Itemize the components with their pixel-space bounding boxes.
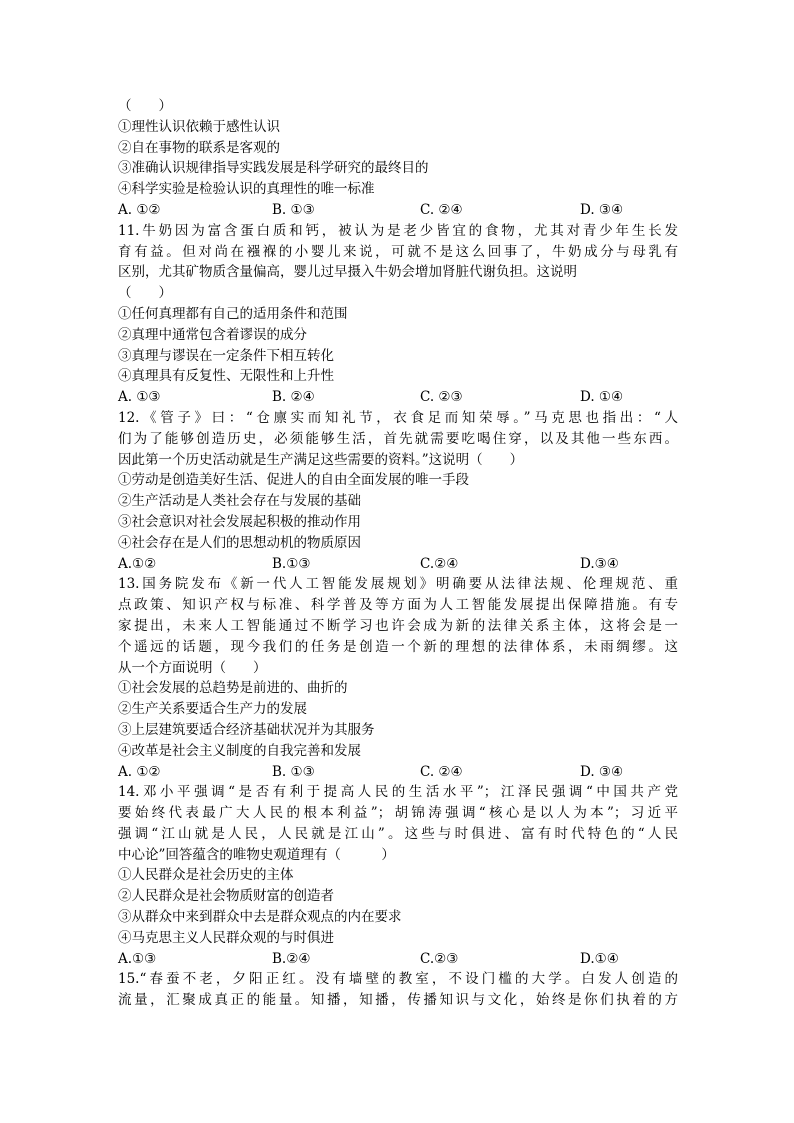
q12-item-1: ①劳动是创造美好生活、促进人的自由全面发展的唯一手段 (118, 472, 469, 489)
q14-options (118, 949, 678, 970)
q10-options (118, 200, 678, 221)
q13-stem-line-5: 从一个方面说明（ ） (118, 659, 267, 676)
q11-stem-line-4: （ ） (118, 285, 172, 302)
q12-options (118, 554, 678, 575)
q14-stem-line-3: 强调“江山就是人民，人民就是江山”。这些与时俱进、富有时代特色的“人民 (118, 825, 678, 842)
q13-item-4: ④改革是社会主义制度的自我完善和发展 (118, 742, 361, 759)
q10-paren: （ ） (118, 98, 172, 114)
q13-option-d: D. ③④ (580, 763, 624, 780)
q11-option-a: A. ①③ (118, 389, 161, 406)
q12-stem-line-2: 们为了能够创造历史，必须能够生活，首先就需要吃喝住穿，以及其他一些东西。 (118, 430, 678, 447)
q11-item-4: ④真理具有反复性、无限性和上升性 (118, 368, 334, 385)
q13-option-c: C. ②④ (420, 763, 463, 780)
q13-item-1: ①社会发展的总趋势是前进的、曲折的 (118, 680, 348, 697)
q13-item-3: ③上层建筑要适合经济基础状况并为其服务 (118, 721, 375, 738)
q14-option-c: C.②③ (420, 950, 459, 967)
q10-item-4: ④科学实验是检验认识的真理性的唯一标准 (118, 181, 375, 198)
q14-item-2: ②人民群众是社会物质财富的创造者 (118, 888, 334, 905)
q14-stem-line-1: 14.邓小平强调“是否有利于提高人民的生活水平”；江泽民强调“中国共产党 (118, 784, 678, 801)
q11-options (118, 387, 678, 408)
q11-item-2: ②真理中通常包含着谬误的成分 (118, 326, 307, 343)
q11-option-b: B. ②④ (272, 389, 315, 406)
q11-stem-line-1: 11.牛奶因为富含蛋白质和钙，被认为是老少皆宜的食物，尤其对青少年生长发 (118, 222, 678, 239)
q13-options (118, 762, 678, 783)
q15-stem-line-1: 15.“春蚕不老，夕阳正红。没有墙壁的教室，不设门槛的大学。白发人创造的 (118, 971, 678, 988)
q12-item-3: ③社会意识对社会发展起积极的推动作用 (118, 513, 361, 530)
q14-stem-line-4: 中心论”回答蕴含的唯物史观道理有（ ） (118, 846, 395, 863)
q12-option-b: B.①③ (272, 555, 311, 572)
q13-option-a: A. ①② (118, 763, 161, 780)
q11-item-3: ③真理与谬误在一定条件下相互转化 (118, 347, 334, 364)
q15-stem-line-2: 流量，汇聚成真正的能量。知播，知播，传播知识与文化，始终是你们执着的方 (118, 992, 678, 1009)
q14-item-1: ①人民群众是社会历史的主体 (118, 867, 294, 884)
q11-item-1: ①任何真理都有自己的适用条件和范围 (118, 305, 348, 322)
q10-item-2: ②自在事物的联系是客观的 (118, 139, 280, 156)
q14-option-b: B.②④ (272, 950, 311, 967)
q14-item-4: ④马克思主义人民群众观的与时俱进 (118, 929, 334, 946)
q10-option-a: A. ①② (118, 201, 161, 218)
q10-option-d: D. ③④ (580, 201, 624, 218)
q12-stem-line-1: 12.《管子》曰：“仓廪实而知礼节，衣食足而知荣辱。”马克思也指出：“人 (118, 409, 678, 426)
q12-item-2: ②生产活动是人类社会存在与发展的基础 (118, 493, 361, 510)
q12-item-4: ④社会存在是人们的思想动机的物质原因 (118, 534, 361, 551)
q11-stem-line-3: 区别，尤其矿物质含量偏高，婴儿过早摄入牛奶会增加肾脏代谢负担。这说明 (118, 264, 577, 281)
q10-option-b: B. ①③ (272, 201, 315, 218)
q10-item-3: ③准确认识规律指导实践发展是科学研究的最终目的 (118, 160, 429, 177)
q13-stem-line-3: 家提出，未来人工智能通过不断学习也许会成为新的法律关系主体，这将会是一 (118, 617, 678, 634)
q14-option-a: A.①③ (118, 950, 157, 967)
q10-item-1: ①理性认识依赖于感性认识 (118, 118, 280, 135)
q12-stem-line-3: 因此第一个历史活动就是生产满足这些需要的资料。”这说明（ ） (118, 451, 524, 468)
q14-stem-line-2: 要始终代表最广大人民的根本利益”；胡锦涛强调“核心是以人为本”；习近平 (118, 805, 678, 822)
q11-option-d: D. ①④ (580, 389, 624, 406)
q11-option-c: C. ②③ (420, 389, 463, 406)
q10-option-c: C. ②④ (420, 201, 463, 218)
q12-option-a: A.①② (118, 555, 157, 572)
q13-item-2: ②生产关系要适合生产力的发展 (118, 701, 307, 718)
q14-item-3: ③从群众中来到群众中去是群众观点的内在要求 (118, 909, 402, 926)
q11-stem-line-2: 育有益。但对尚在襁褓的小婴儿来说，可就不是这么回事了，牛奶成分与母乳有 (118, 243, 678, 260)
q12-option-c: C.②④ (420, 555, 459, 572)
q13-option-b: B. ①③ (272, 763, 315, 780)
q14-option-d: D.①④ (580, 950, 619, 967)
q13-stem-line-1: 13.国务院发布《新一代人工智能发展规划》明确要从法律法规、伦理规范、重 (118, 576, 678, 593)
q12-option-d: D.③④ (580, 555, 619, 572)
q13-stem-line-4: 个遥远的话题，现今我们的任务是创造一个新的理想的法律体系，未雨绸缪。这 (118, 638, 678, 655)
exam-page (118, 96, 678, 1011)
q13-stem-line-2: 点政策、知识产权与标准、科学普及等方面为人工智能发展提出保障措施。有专 (118, 597, 678, 614)
